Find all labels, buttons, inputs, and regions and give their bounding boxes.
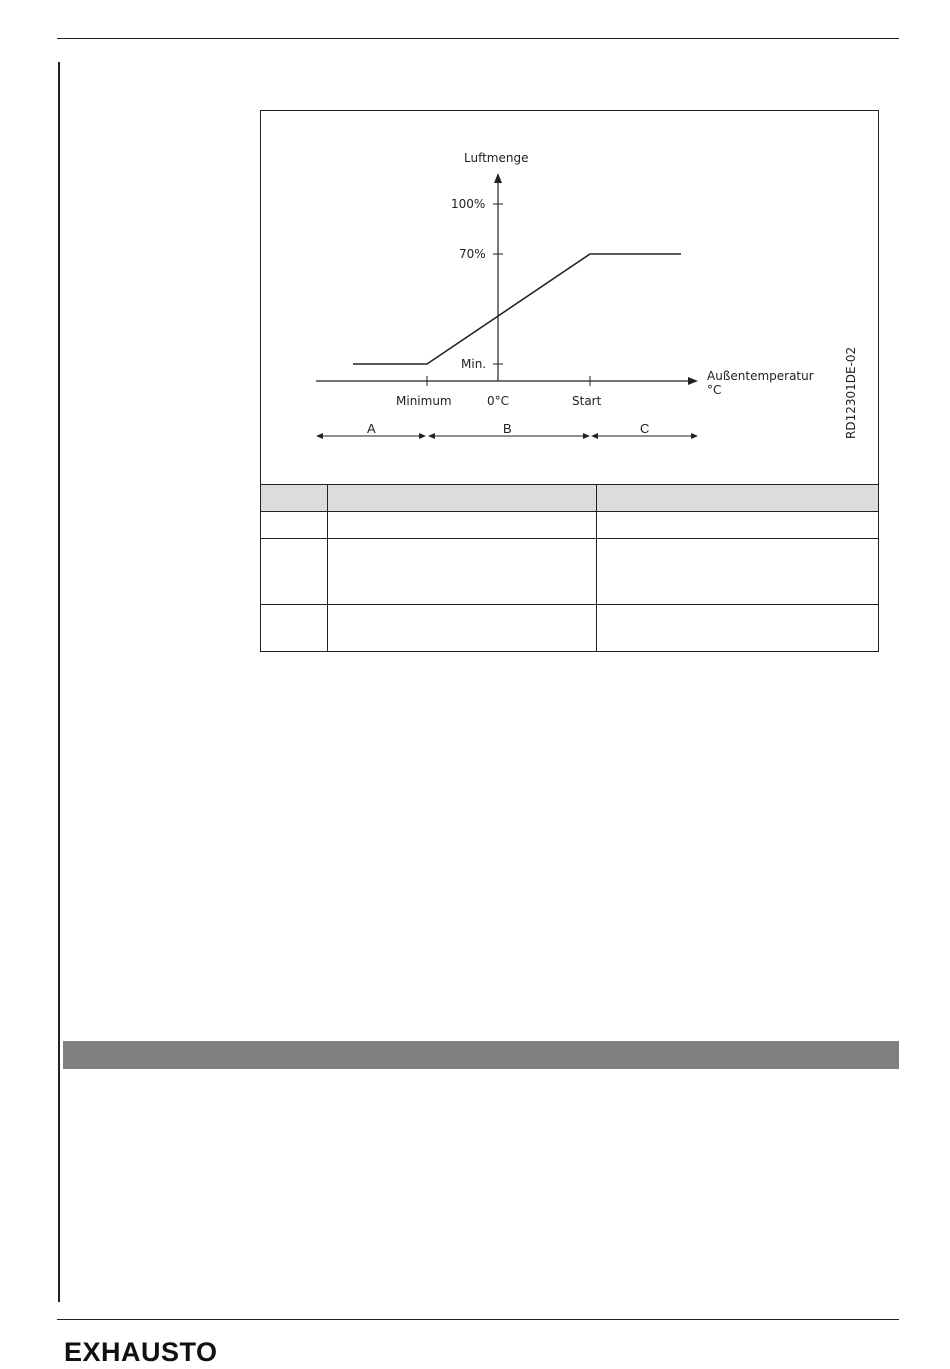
figure-code: RD12301DE-02: [844, 346, 858, 439]
x-axis-arrowhead: [688, 377, 698, 385]
top-rule: [57, 38, 899, 39]
y-axis-arrowhead: [494, 173, 502, 183]
zone-a-left-arrowhead: [316, 433, 323, 439]
bottom-rule: [57, 1319, 899, 1320]
brand-logo: EXHAUSTO: [64, 1337, 218, 1367]
table-header-cell: [261, 485, 328, 512]
y-tick-label-min: Min.: [461, 357, 487, 371]
table-cell: [261, 605, 328, 652]
table-header-cell: [328, 485, 597, 512]
airflow-diagram: [260, 110, 879, 485]
zone-b-left-arrowhead: [428, 433, 435, 439]
table-row: [261, 605, 879, 652]
airflow-diagram-svg: [261, 111, 878, 485]
x-axis-label: Außentemperatur: [707, 369, 814, 383]
table-cell: [261, 512, 328, 539]
table-cell: [261, 539, 328, 605]
table-row: [261, 512, 879, 539]
table-row: [261, 539, 879, 605]
x-axis-unit: °C: [707, 383, 722, 397]
left-margin-rule: [58, 62, 60, 1302]
zone-c-left-arrowhead: [591, 433, 598, 439]
zone-a-right-arrowhead: [419, 433, 426, 439]
x-tick-label-minimum: Minimum: [396, 394, 452, 408]
x-tick-label-zero: 0°C: [487, 394, 510, 408]
table-header-row: [261, 485, 879, 512]
zone-b-right-arrowhead: [583, 433, 590, 439]
table-cell: [328, 539, 597, 605]
table-header-cell: [597, 485, 879, 512]
table-cell: [597, 539, 879, 605]
table-cell: [597, 512, 879, 539]
x-tick-label-start: Start: [572, 394, 602, 408]
y-axis-label: Luftmenge: [464, 151, 529, 165]
y-tick-label-100: 100%: [451, 197, 486, 211]
zone-c-right-arrowhead: [691, 433, 698, 439]
zone-b-label: B: [503, 421, 512, 436]
airflow-curve: [353, 254, 681, 364]
zone-c-label: C: [640, 421, 650, 436]
table-cell: [597, 605, 879, 652]
table-cell: [328, 605, 597, 652]
y-tick-label-70: 70%: [459, 247, 486, 261]
section-heading-bar: [63, 1041, 899, 1069]
zone-reference-table: [260, 484, 879, 652]
table-cell: [328, 512, 597, 539]
zone-a-label: A: [367, 421, 376, 436]
